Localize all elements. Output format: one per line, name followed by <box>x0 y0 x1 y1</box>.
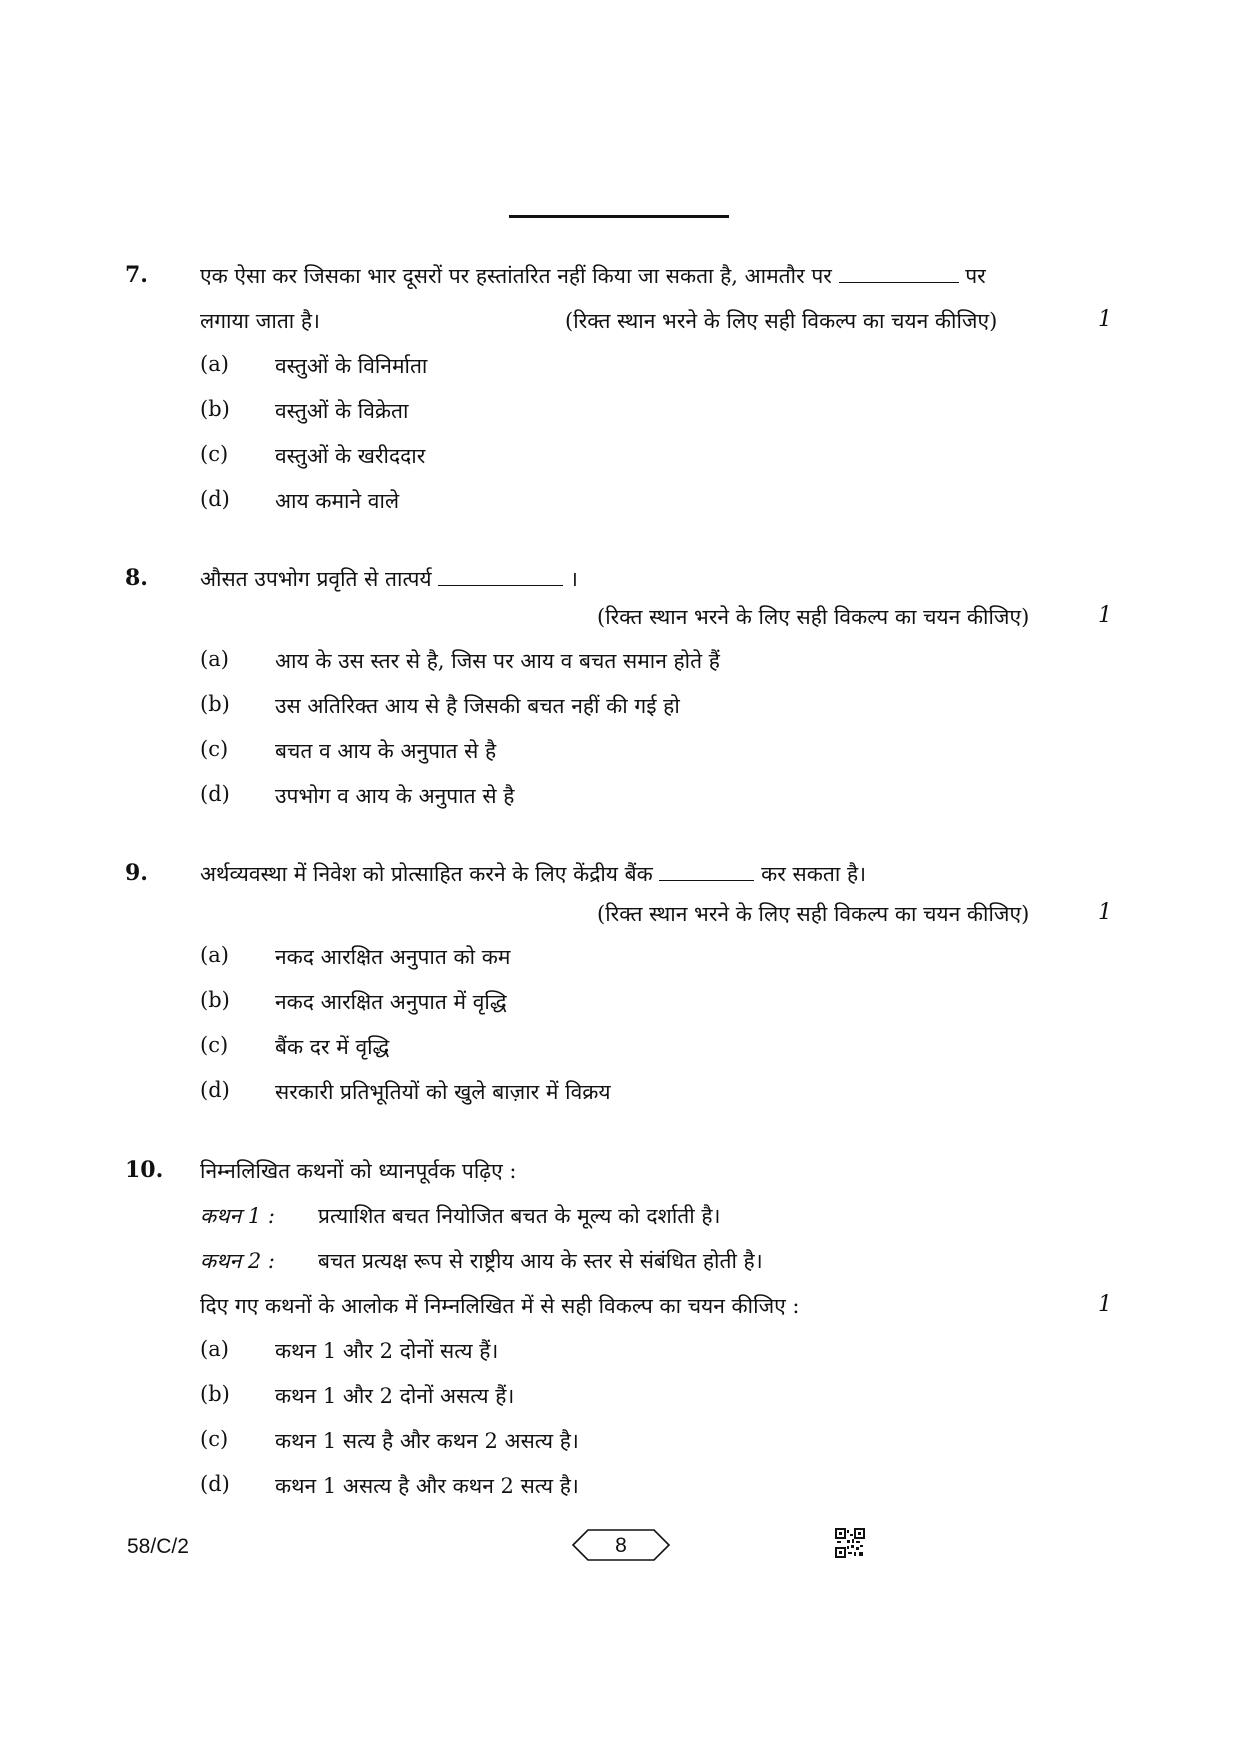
question-number: 9. <box>125 860 148 886</box>
option-text: वस्तुओं के विनिर्माता <box>275 354 428 378</box>
option-label: (c) <box>200 442 229 466</box>
option-label: (d) <box>200 487 230 511</box>
option-text: उपभोग व आय के अनुपात से है <box>275 784 515 808</box>
instruction-text: (रिक्त स्थान भरने के लिए सही विकल्प का चयन कीजिए) <box>565 309 998 333</box>
option-text: सरकारी प्रतिभूतियों को खुले बाज़ार में विक्रय <box>275 1080 611 1104</box>
question-text-part: एक ऐसा कर जिसका भार दूसरों पर हस्तांतरित नहीं किया जा सकता है, आमतौर पर <box>200 264 832 288</box>
option-label: (c) <box>200 737 229 761</box>
marks: 1 <box>1098 603 1112 628</box>
instruction-text: (रिक्त स्थान भरने के लिए सही विकल्प का चयन कीजिए) <box>597 605 1030 629</box>
question-text-part: औसत उपभोग प्रवृति से तात्पर्य <box>200 567 432 591</box>
statement-label: कथन 2 : <box>200 1249 275 1273</box>
fill-in-blank <box>438 567 563 586</box>
option-label: (b) <box>200 397 230 421</box>
page-number-badge <box>572 1528 670 1562</box>
option-label: (b) <box>200 692 230 716</box>
option-label: (d) <box>200 782 230 806</box>
question-number: 8. <box>125 565 148 591</box>
question-text <box>200 262 986 290</box>
question-text: निम्नलिखित कथनों को ध्यानपूर्वक पढ़िए : <box>200 1159 517 1183</box>
option-label: (a) <box>200 1337 229 1361</box>
paper-code: 58/C/2 <box>127 1535 189 1558</box>
option-label: (c) <box>200 1033 229 1057</box>
fill-in-blank <box>839 264 959 283</box>
fill-in-blank <box>659 862 754 881</box>
statement-label: कथन 1 : <box>200 1204 275 1228</box>
option-label: (d) <box>200 1078 230 1102</box>
option-label: (c) <box>200 1427 229 1451</box>
option-text: कथन 1 और 2 दोनों सत्य हैं। <box>275 1339 499 1363</box>
option-label: (a) <box>200 943 229 967</box>
option-text: आय के उस स्तर से है, जिस पर आय व बचत समान होते हैं <box>275 649 720 673</box>
option-text: वस्तुओं के विक्रेता <box>275 399 409 423</box>
page-number: 8 <box>615 1534 627 1557</box>
option-text: कथन 1 और 2 दोनों असत्य हैं। <box>275 1384 515 1408</box>
question-text-part: । <box>569 567 578 591</box>
marks: 1 <box>1098 900 1112 925</box>
option-text: कथन 1 सत्य है और कथन 2 असत्य है। <box>275 1429 579 1453</box>
question-text-part: अर्थव्यवस्था में निवेश को प्रोत्साहित करने के लिए केंद्रीय बैंक <box>200 862 653 886</box>
qr-code-icon <box>835 1528 865 1558</box>
question-text <box>200 565 578 593</box>
option-text: नकद आरक्षित अनुपात में वृद्धि <box>275 990 507 1014</box>
top-divider-rule <box>509 215 729 218</box>
option-text: कथन 1 असत्य है और कथन 2 सत्य है। <box>275 1474 579 1498</box>
question-text-part: पर <box>965 264 986 288</box>
option-text: नकद आरक्षित अनुपात को कम <box>275 945 511 969</box>
option-label: (b) <box>200 988 230 1012</box>
question-number: 10. <box>125 1157 164 1183</box>
marks: 1 <box>1098 307 1112 332</box>
option-label: (a) <box>200 352 229 376</box>
option-text: बचत व आय के अनुपात से है <box>275 739 497 763</box>
question-text-line2: लगाया जाता है। <box>200 309 321 333</box>
question-text <box>200 860 866 888</box>
option-label: (b) <box>200 1382 230 1406</box>
option-text: वस्तुओं के खरीददार <box>275 444 426 468</box>
statement-text: बचत प्रत्यक्ष रूप से राष्ट्रीय आय के स्तर से संबंधित होती है। <box>318 1249 763 1273</box>
instruction-text: दिए गए कथनों के आलोक में निम्नलिखित में से सही विकल्प का चयन कीजिए : <box>200 1294 800 1318</box>
option-label: (a) <box>200 647 229 671</box>
option-label: (d) <box>200 1472 230 1496</box>
question-number: 7. <box>125 262 148 288</box>
option-text: आय कमाने वाले <box>275 489 400 513</box>
option-text: बैंक दर में वृद्धि <box>275 1035 390 1059</box>
marks: 1 <box>1098 1292 1112 1317</box>
instruction-text: (रिक्त स्थान भरने के लिए सही विकल्प का चयन कीजिए) <box>597 902 1030 926</box>
statement-text: प्रत्याशित बचत नियोजित बचत के मूल्य को दर्शाती है। <box>318 1204 721 1228</box>
question-text-part: कर सकता है। <box>761 862 867 886</box>
option-text: उस अतिरिक्त आय से है जिसकी बचत नहीं की गई हो <box>275 694 680 718</box>
